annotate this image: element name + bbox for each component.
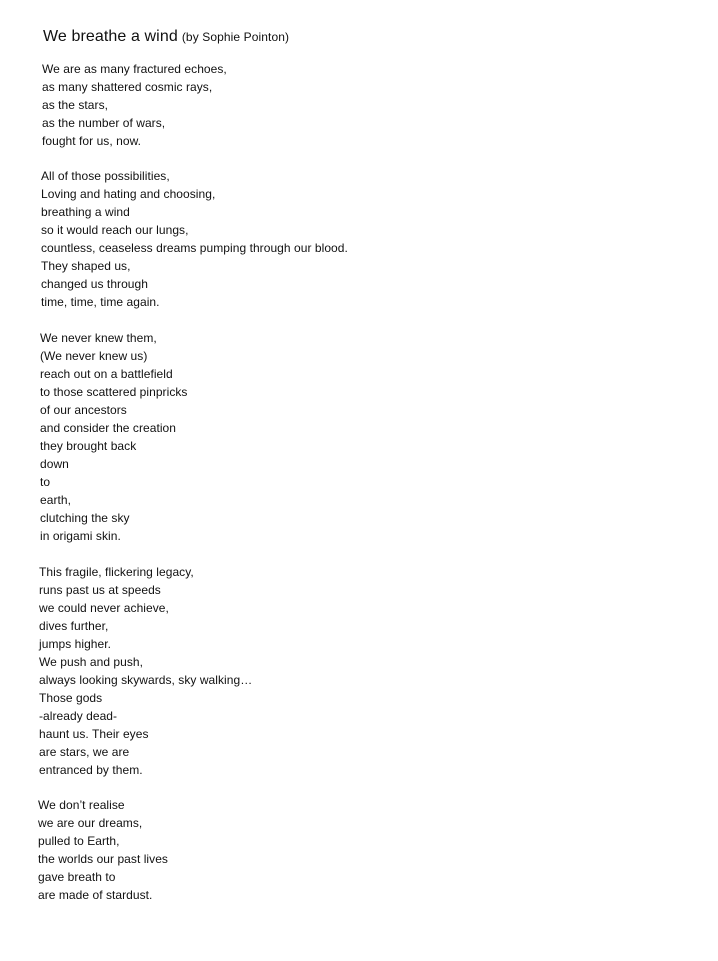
poem-line: earth, <box>40 493 71 507</box>
poem-byline: (by Sophie Pointon) <box>181 30 290 44</box>
poem-line: Those gods <box>39 691 103 705</box>
poem-line: so it would reach our lungs, <box>41 223 189 237</box>
stanza <box>40 329 187 545</box>
stanza <box>42 60 227 150</box>
poem-line: runs past us at speeds <box>39 583 161 597</box>
poem-title <box>43 27 289 47</box>
poem-line: fought for us, now. <box>42 134 142 148</box>
poem-line: they brought back <box>40 439 137 453</box>
poem-line: countless, ceaseless dreams pumping through our blood. <box>41 241 348 255</box>
poem-line: reach out on a battlefield <box>40 367 173 381</box>
poem-line: They shaped us, <box>41 259 131 273</box>
poem-line: in origami skin. <box>40 529 121 543</box>
poem-line: This fragile, flickering legacy, <box>39 565 194 579</box>
poem-line: as the number of wars, <box>42 116 166 130</box>
stanza <box>41 167 348 311</box>
poem-line: haunt us. Their eyes <box>39 727 149 741</box>
stanza <box>38 796 168 904</box>
poem-line: down <box>40 457 69 471</box>
poem-line: we are our dreams, <box>38 816 143 830</box>
poem-line: gave breath to <box>38 870 116 884</box>
poem-line: as many shattered cosmic rays, <box>42 80 213 94</box>
poem-line: jumps higher. <box>39 637 112 651</box>
poem-line: We are as many fractured echoes, <box>42 62 227 76</box>
poem-line: (We never knew us) <box>40 349 148 363</box>
poem-line: All of those possibilities, <box>41 169 170 183</box>
poem-line: We never knew them, <box>40 331 157 345</box>
poem-line: clutching the sky <box>40 511 130 525</box>
poem-line: as the stars, <box>42 98 109 112</box>
poem-title-text: We breathe a wind <box>43 28 178 45</box>
poem-line: time, time, time again. <box>41 295 160 309</box>
poem-line: breathing a wind <box>41 205 130 219</box>
poem-line: changed us through <box>41 277 148 291</box>
poem-line: Loving and hating and choosing, <box>41 187 216 201</box>
poem-line: -already dead- <box>39 709 118 723</box>
poem-line: and consider the creation <box>40 421 177 435</box>
poem-line: We don’t realise <box>38 798 125 812</box>
stanza <box>39 563 252 779</box>
poem-line: to <box>40 475 51 489</box>
poem-line: dives further, <box>39 619 109 633</box>
poem-line: the worlds our past lives <box>38 852 168 866</box>
poem-line: to those scattered pinpricks <box>40 385 188 399</box>
poem-line: are stars, we are <box>39 745 130 759</box>
poem-line: entranced by them. <box>39 763 143 777</box>
poem-line: We push and push, <box>39 655 144 669</box>
poem-line: are made of stardust. <box>38 888 153 902</box>
poem-line: always looking skywards, sky walking… <box>39 673 253 687</box>
poem-line: pulled to Earth, <box>38 834 120 848</box>
poem-line: of our ancestors <box>40 403 127 417</box>
poem-line: we could never achieve, <box>39 601 169 615</box>
